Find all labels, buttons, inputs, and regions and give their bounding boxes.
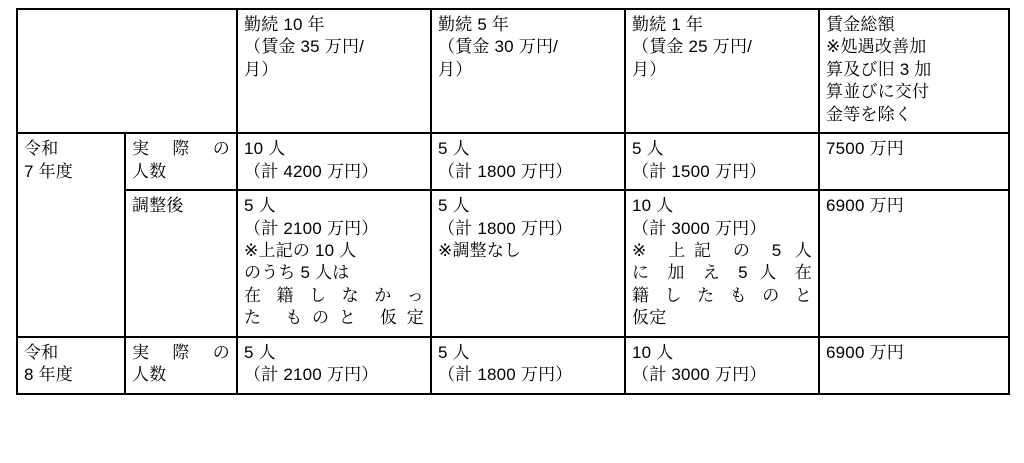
header-corner-cell (17, 9, 237, 133)
cell-r7-actual-5y: 5 人 （計 1800 万円） (431, 133, 625, 190)
header-tenure-5y: 勤続 5 年 （賃金 30 万円/ 月） (431, 9, 625, 133)
header-total-wage: 賃金総額 ※処遇改善加 算及び旧 3 加 算並びに交付 金等を除く (819, 9, 1009, 133)
cell-r8-actual-1y: 10 人 （計 3000 万円） (625, 337, 819, 394)
cell-r7-actual-total: 7500 万円 (819, 133, 1009, 190)
table-row (17, 133, 1009, 190)
table-row (17, 190, 1009, 337)
cell-r7-adjusted-10y: 5 人 （計 2100 万円） ※上記の 10 人 のうち 5 人は 在 籍 し な か っ た ものと 仮定 (237, 190, 431, 337)
cell-r8-actual-10y: 5 人 （計 2100 万円） (237, 337, 431, 394)
cell-r7-actual-10y: 10 人 （計 4200 万円） (237, 133, 431, 190)
row-year-reiwa7: 令和 7 年度 (17, 133, 125, 337)
cell-r7-actual-1y: 5 人 （計 1500 万円） (625, 133, 819, 190)
table-header-row (17, 9, 1009, 133)
cell-r7-adjusted-5y: 5 人 （計 1800 万円） ※調整なし (431, 190, 625, 337)
row-kind-actual-r8: 実 際 の 人数 (125, 337, 237, 394)
cell-r8-actual-total: 6900 万円 (819, 337, 1009, 394)
cell-r7-adjusted-total: 6900 万円 (819, 190, 1009, 337)
table-row (17, 337, 1009, 394)
row-kind-adjusted-r7: 調整後 (125, 190, 237, 337)
cell-r7-adjusted-1y: 10 人 （計 3000 万円） ※ 上記 の 5 人 に 加 え 5 人 在 籍 し た も の と 仮定 (625, 190, 819, 337)
cell-r8-actual-5y: 5 人 （計 1800 万円） (431, 337, 625, 394)
header-tenure-1y: 勤続 1 年 （賃金 25 万円/ 月） (625, 9, 819, 133)
row-kind-actual-r7: 実 際 の 人数 (125, 133, 237, 190)
header-tenure-10y: 勤続 10 年 （賃金 35 万円/ 月） (237, 9, 431, 133)
row-year-reiwa8: 令和 8 年度 (17, 337, 125, 394)
wage-comparison-table (16, 8, 1010, 395)
